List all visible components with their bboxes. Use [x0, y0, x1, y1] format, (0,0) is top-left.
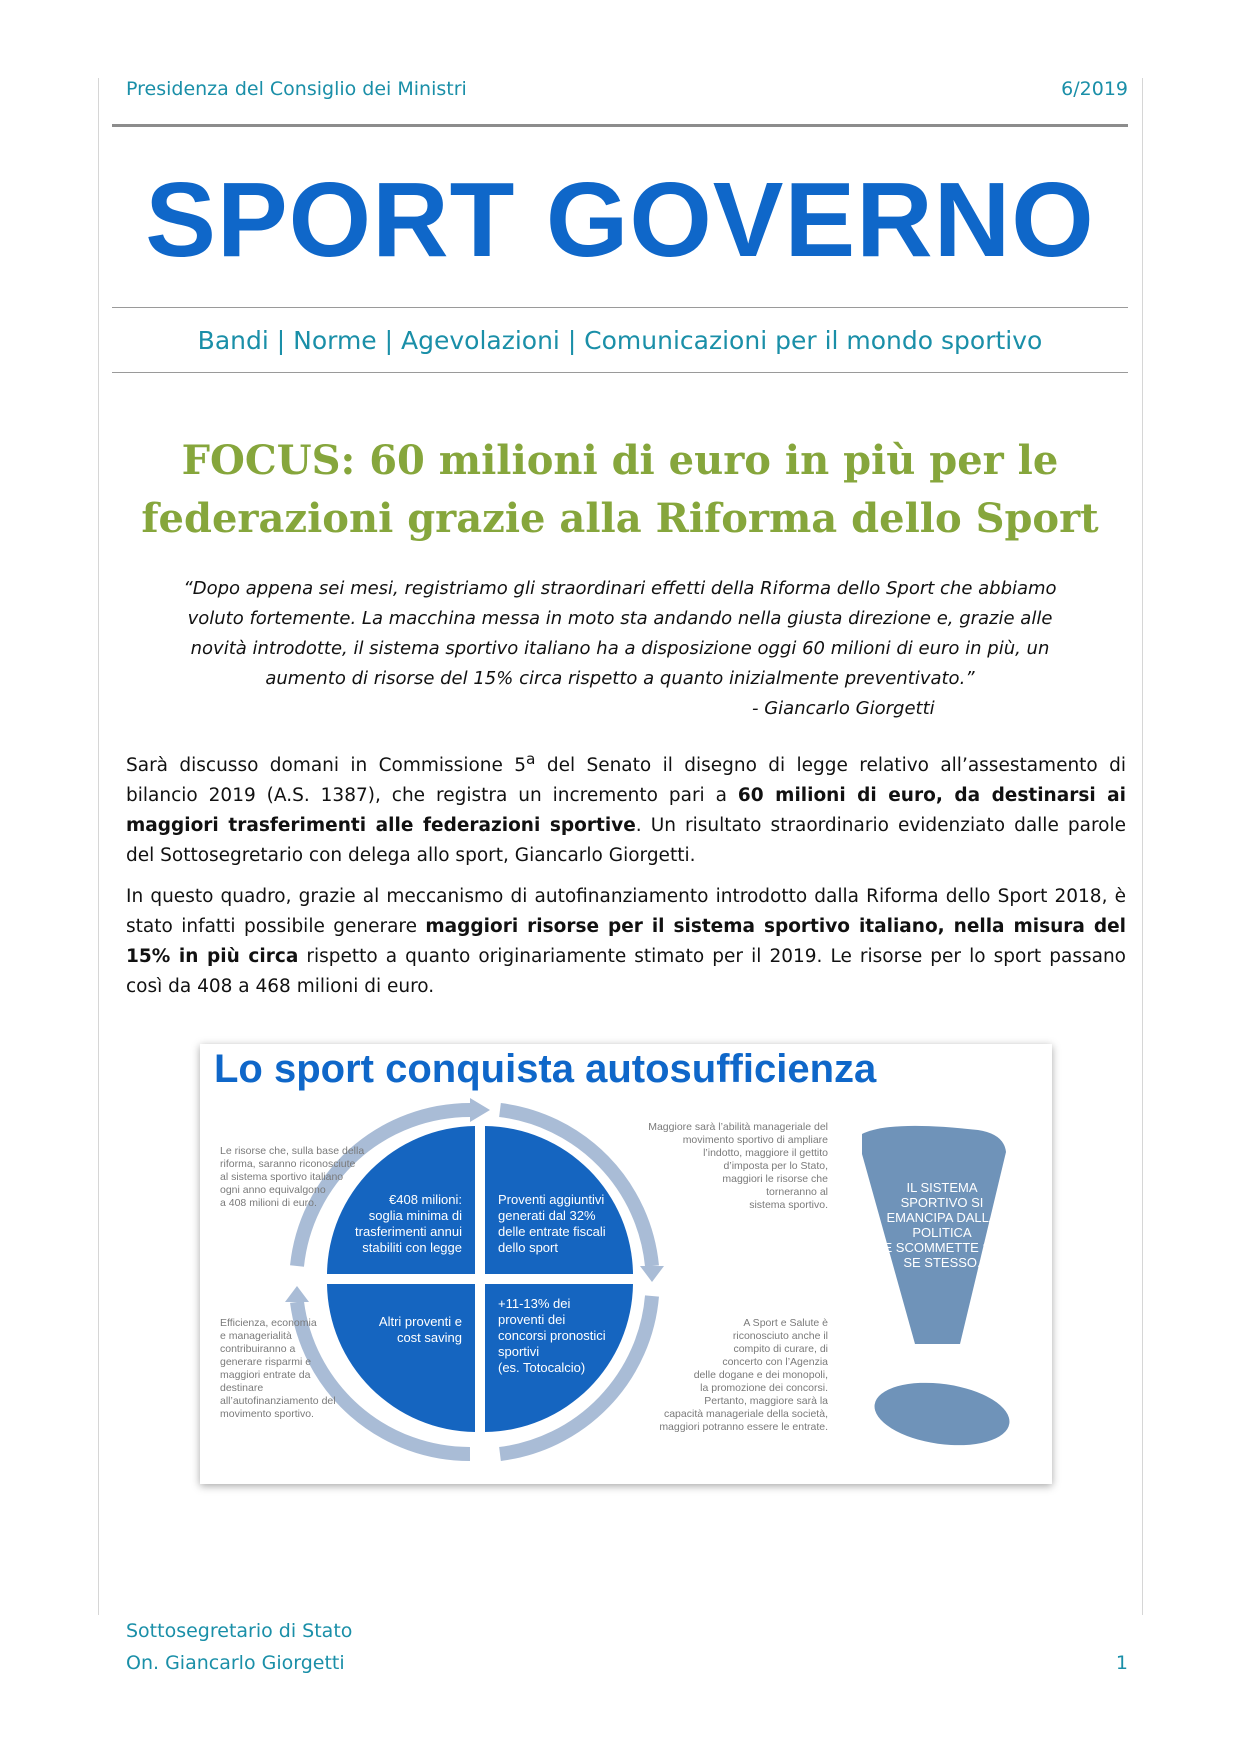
exclamation-line: IL SISTEMA: [906, 1180, 978, 1195]
p1-text-a: Sarà discusso domani in Commissione 5: [126, 755, 527, 777]
note-line: all’autofinanziamento del: [220, 1395, 336, 1407]
note-line: d’imposta per lo Stato,: [723, 1160, 828, 1172]
note-line: Le risorse che, sulla base della: [220, 1145, 365, 1157]
qtl-line: stabiliti con legge: [362, 1240, 462, 1255]
arrow-icon: [470, 1098, 490, 1122]
footer-title: Sottosegretario di Stato: [126, 1620, 353, 1642]
exclamation-line: POLITICA: [912, 1225, 972, 1240]
qbr-line: concorsi pronostici: [498, 1328, 606, 1343]
note-line: generare risparmi e: [220, 1356, 312, 1368]
arrow-icon: [285, 1286, 309, 1302]
infographic: [200, 1044, 1052, 1484]
qtr-line: dello sport: [498, 1240, 558, 1255]
headline-line-1: FOCUS: 60 milioni di euro in più per le: [181, 437, 1059, 484]
note-line: movimento sportivo di ampliare: [682, 1134, 828, 1146]
note-line: torneranno al: [766, 1186, 828, 1198]
exclamation-line: E SCOMMETTE SU: [883, 1240, 1001, 1255]
note-line: compito di curare, di: [733, 1343, 828, 1355]
p1-text-b: del Senato il disegno di legge relativo all’assestamento di bilancio 2019 (A.S. 1387), che registra un incremento pari a: [126, 755, 1126, 807]
article-quote: “Dopo appena sei mesi, registriamo gli straordinari effetti della Riforma dello Sport che abbiamo voluto fortemente. La macchina messa in moto sta andando nella giusta direzione e, grazie alle novità introdotte, il sistema sportivo italiano ha a disposizione oggi 60 milioni di euro in più, un aumento di risorse del 15% circa rispetto a quanto inizialmente preventivato.”: [183, 578, 1057, 689]
qbl-line: cost saving: [396, 1330, 462, 1345]
tagline-rule-bottom: [112, 372, 1128, 373]
p2-text-b: rispetto a quanto originariamente stimato per il 2019. Le risorse per lo sport passano così da 408 a 468 milioni di euro.: [126, 946, 1126, 997]
note-line: l’indotto, maggiore il gettito: [703, 1147, 828, 1159]
qtr-line: Proventi aggiuntivi: [498, 1192, 605, 1207]
infographic-graphic: [200, 1044, 1052, 1484]
note-line: movimento sportivo.: [220, 1408, 314, 1420]
arrow-icon: [640, 1266, 664, 1282]
note-line: a 408 milioni di euro.: [220, 1197, 317, 1209]
note-line: destinare: [220, 1382, 264, 1394]
note-line: maggiori entrate da: [220, 1369, 311, 1381]
right-margin-line: [1142, 78, 1143, 1615]
qtl-line: trasferimenti annui: [355, 1224, 462, 1239]
note-line: sistema sportivo.: [749, 1199, 828, 1211]
note-line: ogni anno equivalgono: [220, 1184, 326, 1196]
note-line: riconosciuto anche il: [732, 1330, 828, 1342]
exclamation-line: SPORTIVO SI: [900, 1195, 984, 1210]
qbr-line: sportivi: [498, 1344, 540, 1359]
qtl-line: €408 milioni:: [389, 1192, 462, 1207]
page-number: 1: [1115, 1652, 1128, 1674]
note-line: maggiori le risorse che: [722, 1173, 828, 1185]
p2-bold: maggiori risorse per il sistema sportivo italiano, nella misura del 15% in più circa: [126, 916, 1126, 967]
note-line: la promozione dei concorsi.: [700, 1382, 828, 1394]
qtr-line: generati dal 32%: [498, 1208, 596, 1223]
header-organization: Presidenza del Consiglio dei Ministri: [126, 78, 467, 100]
header-rule: [112, 124, 1128, 127]
paragraph-2: [126, 882, 1126, 1002]
exclamation-line: EMANCIPA DALLA: [886, 1210, 998, 1225]
note-line: contribuiranno a: [220, 1343, 296, 1355]
exclamation-line: SE STESSO.: [903, 1255, 981, 1270]
infographic-title: Lo sport conquista autosufficienza: [214, 1047, 877, 1091]
tagline-rule-top: [112, 307, 1128, 308]
exclamation-dot: [870, 1375, 1013, 1453]
article-headline: [112, 432, 1128, 548]
footer-name: On. Giancarlo Giorgetti: [126, 1652, 345, 1674]
headline-line-2: federazioni grazie alla Riforma dello Sport: [141, 495, 1099, 542]
masthead-title: SPORT GOVERNO: [145, 161, 1095, 279]
paragraph-1: [126, 744, 1126, 871]
note-line: al sistema sportivo italiano: [220, 1171, 344, 1183]
note-top-right: [648, 1121, 828, 1211]
note-line: capacità manageriale della società,: [663, 1408, 828, 1420]
note-line: riforma, saranno riconosciute: [220, 1158, 356, 1170]
note-line: Pertanto, maggiore sarà la: [704, 1395, 828, 1407]
p2-text-a: In questo quadro, grazie al meccanismo di autofinanziamento introdotto dalla Riforma dello Sport 2018, è stato infatti possibile generare: [126, 886, 1126, 937]
quote-attribution: - Giancarlo Giorgetti: [752, 698, 935, 719]
note-line: Efficienza, economia: [220, 1317, 317, 1329]
qbl-line: Altri proventi e: [378, 1314, 462, 1329]
note-bottom-right: [659, 1317, 828, 1433]
header-issue: 6/2019: [1061, 78, 1128, 100]
qbr-line: proventi dei: [498, 1312, 566, 1327]
qbr-line: (es. Totocalcio): [498, 1360, 586, 1375]
note-line: A Sport e Salute è: [743, 1317, 828, 1329]
qbr-line: +11-13% dei: [498, 1296, 571, 1311]
note-line: concerto con l’Agenzia: [722, 1356, 828, 1368]
p1-bold: 60 milioni di euro, da destinarsi ai maggiori trasferimenti alle federazioni sportive: [126, 785, 1127, 837]
p1-superscript: a: [526, 750, 536, 768]
left-margin-line: [98, 78, 99, 1615]
note-line: e managerialità: [220, 1330, 292, 1342]
qtr-line: delle entrate fiscali: [498, 1224, 606, 1239]
note-top-left: [220, 1145, 364, 1209]
masthead-tagline: Bandi | Norme | Agevolazioni | Comunicazioni per il mondo sportivo: [197, 326, 1043, 355]
p1-text-c: . Un risultato straordinario evidenziato dalle parole del Sottosegretario con delega allo sport, Giancarlo Giorgetti.: [126, 815, 1126, 867]
qtl-line: soglia minima di: [368, 1208, 462, 1223]
note-line: maggiori potranno essere le entrate.: [659, 1421, 828, 1433]
note-line: Maggiore sarà l’abilità manageriale del: [648, 1121, 828, 1133]
note-line: delle dogane e dei monopoli,: [693, 1369, 828, 1381]
